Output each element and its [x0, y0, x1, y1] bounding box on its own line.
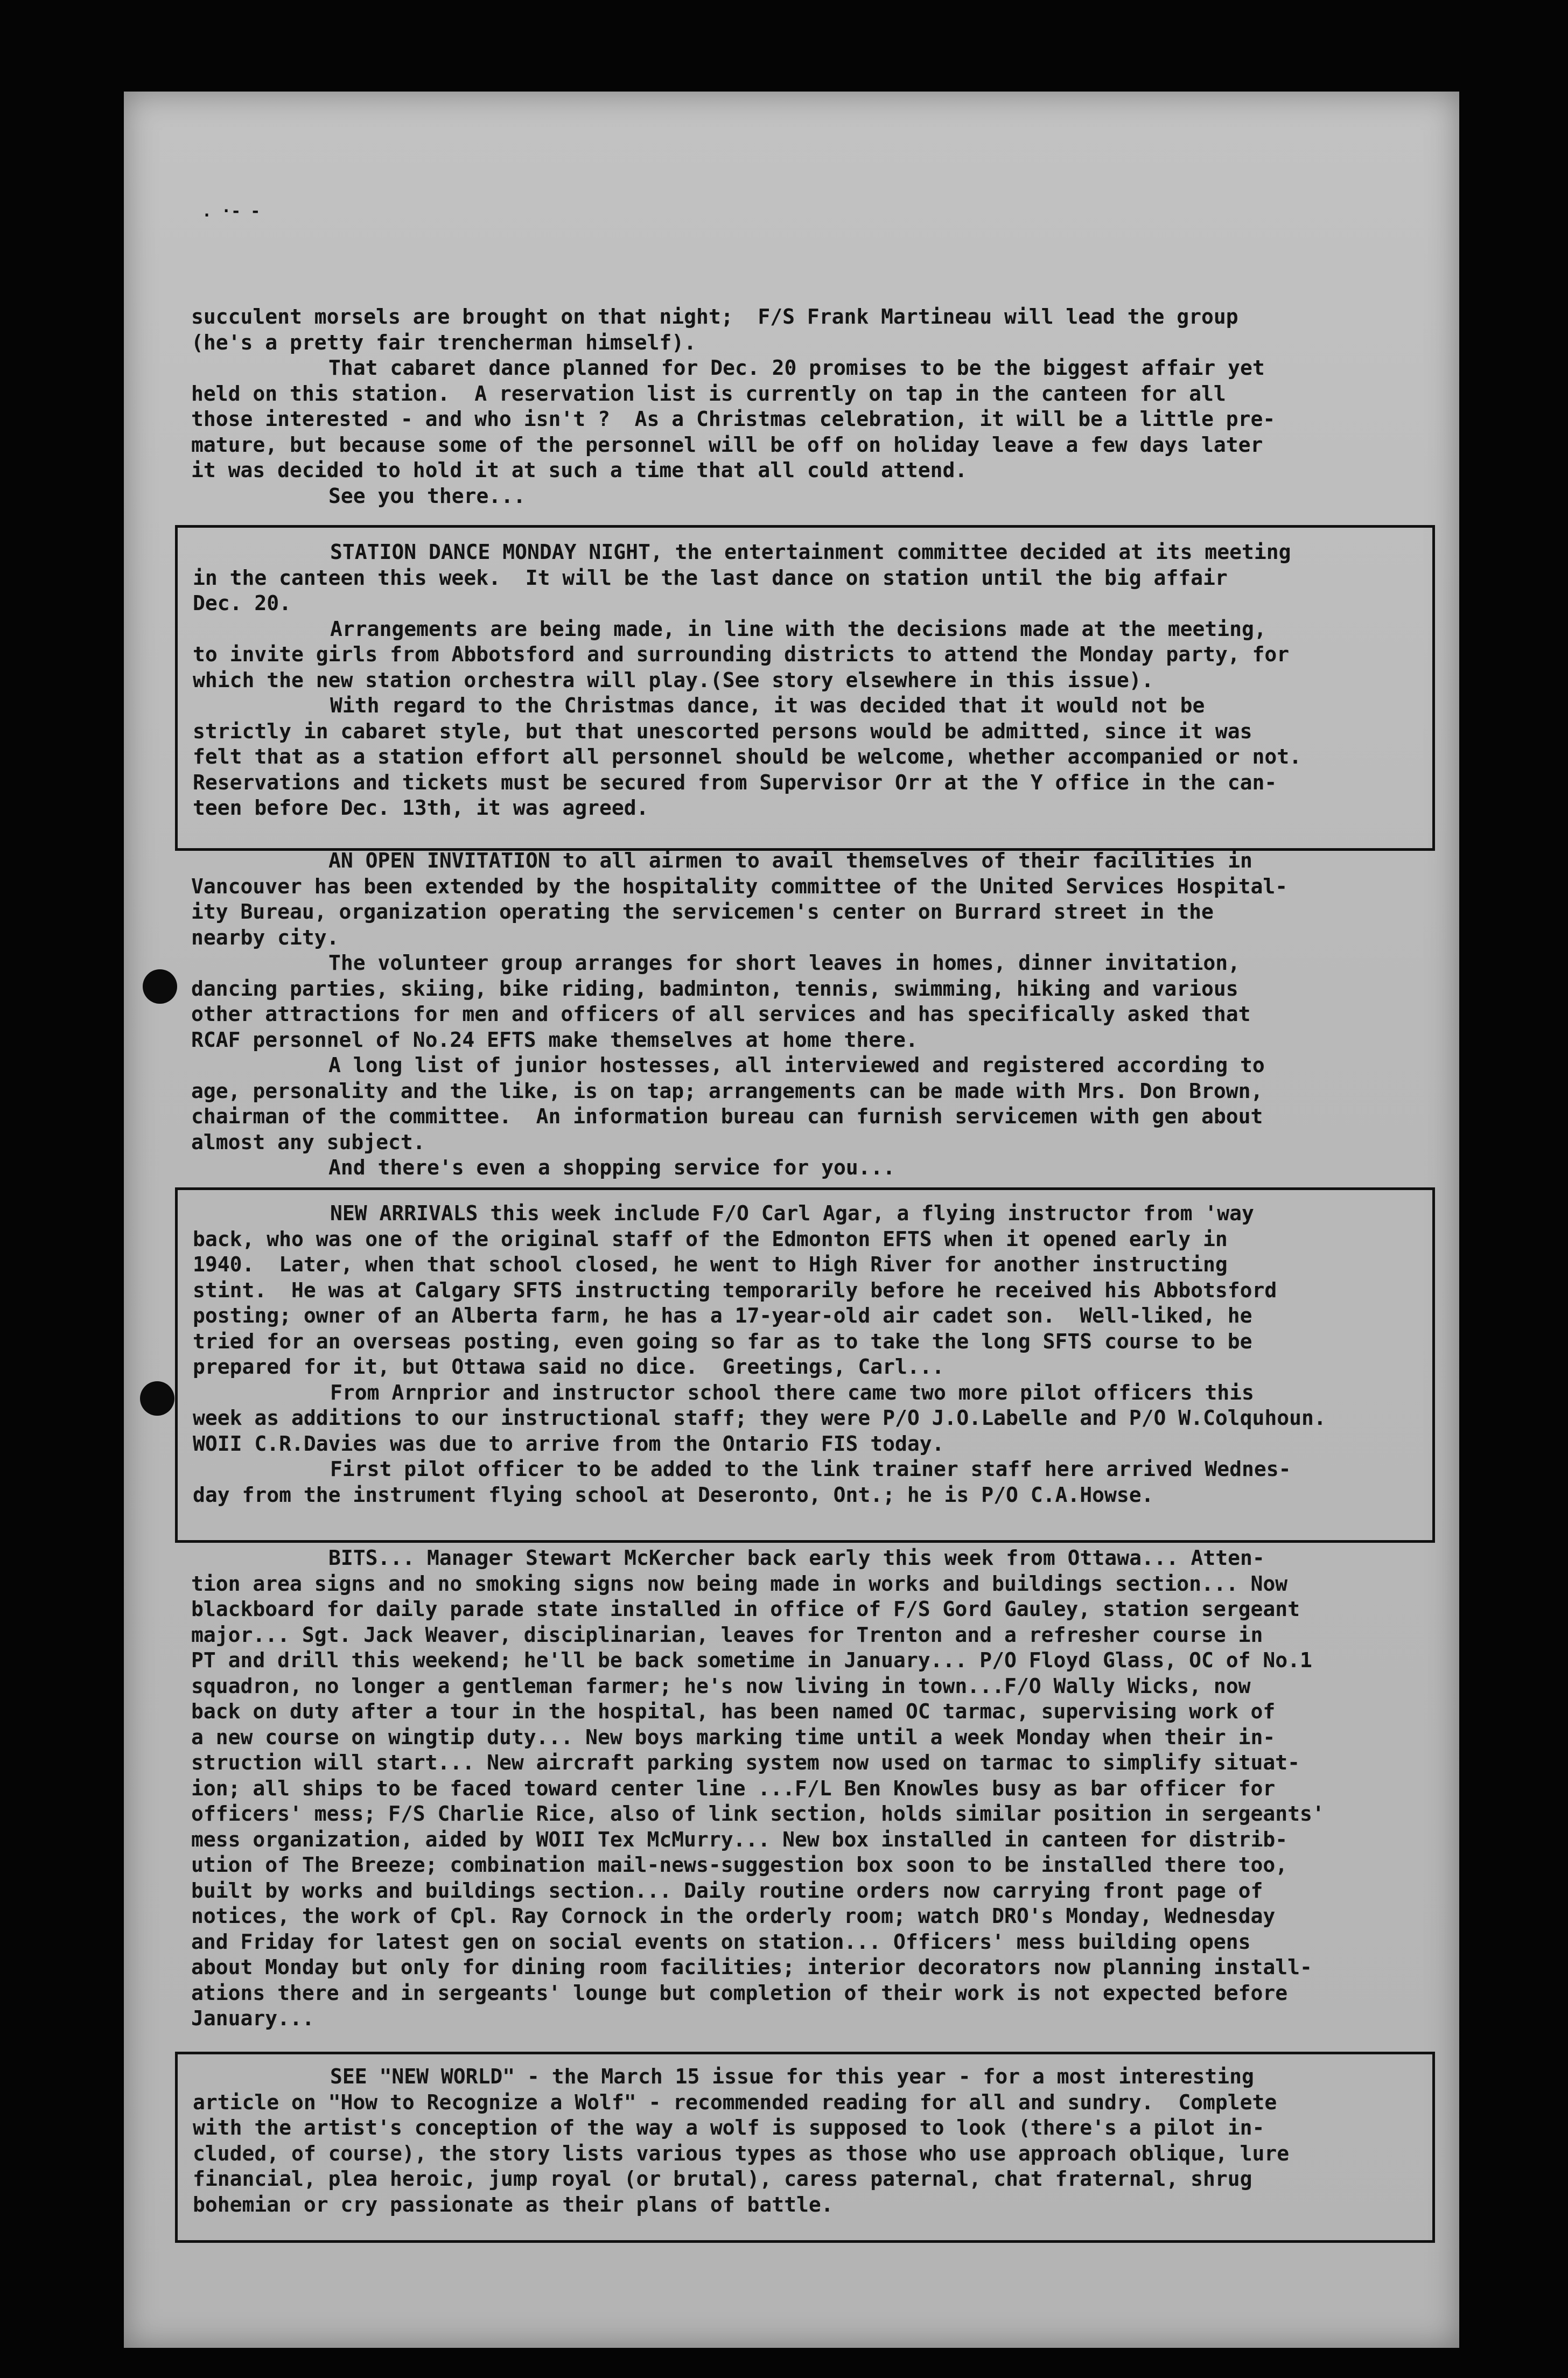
text-line: BITS... Manager Stewart McKercher back early this week from Ottawa... Atten- — [328, 1546, 1265, 1570]
text-line: chairman of the committee. An information bureau can furnish servicemen with gen about — [191, 1104, 1263, 1128]
intro-paragraph — [191, 304, 1446, 509]
text-line: STATION DANCE MONDAY NIGHT, the entertainment committee decided at its meeting — [330, 540, 1291, 564]
text-line: about Monday but only for dining room facilities; interior decorators now planning install- — [191, 1955, 1312, 1979]
text-line: major... Sgt. Jack Weaver, disciplinarian, leaves for Trenton and a refresher course in — [191, 1622, 1263, 1647]
text-line: teen before Dec. 13th, it was agreed. — [193, 796, 649, 820]
text-line: Arrangements are being made, in line with the decisions made at the meeting, — [330, 617, 1266, 641]
text-line: RCAF personnel of No.24 EFTS make themselves at home there. — [191, 1027, 918, 1052]
text-line: those interested - and who isn't ? As a Christmas celebration, it will be a little pre- — [191, 407, 1276, 431]
text-line: squadron, no longer a gentleman farmer; he's now living in town...F/O Wally Wicks, now — [191, 1674, 1251, 1698]
text-line: tion area signs and no smoking signs now being made in works and buildings section... Now — [191, 1571, 1288, 1596]
text-line: mature, but because some of the personnel will be off on holiday leave a few days later — [191, 432, 1263, 457]
text-line: Dec. 20. — [193, 591, 292, 615]
document-page — [124, 92, 1459, 2348]
new-world-text — [193, 2064, 1410, 2218]
text-line: bohemian or cry passionate as their plans of battle. — [193, 2192, 834, 2216]
text-line: tried for an overseas posting, even going so far as to take the long SFTS course to be — [193, 1329, 1252, 1353]
text-line: mess organization, aided by WOII Tex McMurry... New box installed in canteen for distrib- — [191, 1827, 1288, 1851]
text-line: felt that as a station effort all personnel should be welcome, whether accompanied or not. — [193, 745, 1302, 768]
punch-hole-bottom — [140, 1381, 174, 1416]
text-line: blackboard for daily parade state installed in office of F/S Gord Gauley, station sergeant — [191, 1597, 1300, 1621]
text-line: January... — [191, 2006, 314, 2030]
invitation-paragraph — [191, 848, 1446, 1181]
station-dance-text — [193, 540, 1410, 821]
text-line: financial, plea heroic, jump royal (or brutal), caress paternal, chat fraternal, shrug — [193, 2167, 1252, 2191]
text-line: PT and drill this weekend; he'll be back sometime in January... P/O Floyd Glass, OC of No.1 — [191, 1648, 1312, 1672]
text-line: week as additions to our instructional staff; they were P/O J.O.Labelle and P/O W.Colquhoun. — [193, 1406, 1326, 1430]
text-line: strictly in cabaret style, but that unescorted persons would be admitted, since it was — [193, 719, 1252, 743]
new-arrivals-box — [175, 1187, 1435, 1543]
text-line: a new course on wingtip duty... New boys marking time until a week Monday when their in- — [191, 1725, 1276, 1749]
text-line: struction will start... New aircraft parking system now used on tarmac to simplify situat- — [191, 1751, 1300, 1774]
text-line: WOII C.R.Davies was due to arrive from the Ontario FIS today. — [193, 1431, 944, 1456]
text-line: cluded, of course), the story lists various types as those who use approach oblique, lure — [193, 2141, 1290, 2165]
text-line: AN OPEN INVITATION to all airmen to avail themselves of their facilities in — [328, 849, 1252, 872]
text-line: From Arnprior and instructor school there came two more pilot officers this — [330, 1380, 1254, 1404]
station-dance-box — [175, 525, 1435, 851]
text-line: other attractions for men and officers of all services and has specifically asked that — [191, 1002, 1251, 1026]
text-line: age, personality and the like, is on tap; arrangements can be made with Mrs. Don Brown, — [191, 1079, 1263, 1103]
text-line: almost any subject. — [191, 1130, 425, 1154]
text-line: back on duty after a tour in the hospital, has been named OC tarmac, supervising work of — [191, 1699, 1276, 1723]
text-line: with the artist's conception of the way a wolf is supposed to look (there's a pilot in- — [193, 2116, 1265, 2139]
text-line: stint. He was at Calgary SFTS instructing temporarily before he received his Abbotsford — [193, 1278, 1277, 1302]
text-line: nearby city. — [191, 925, 339, 949]
text-line: which the new station orchestra will play.(See story elsewhere in this issue). — [193, 668, 1154, 692]
text-line: A long list of junior hostesses, all interviewed and registered according to — [328, 1053, 1265, 1077]
text-line: dancing parties, skiing, bike riding, badminton, tennis, swimming, hiking and various — [191, 976, 1238, 1001]
text-line: ution of The Breeze; combination mail-news-suggestion box soon to be installed there too, — [191, 1853, 1288, 1877]
text-line: day from the instrument flying school at Deseronto, Ont.; he is P/O C.A.Howse. — [193, 1482, 1154, 1507]
text-line: ity Bureau, organization operating the servicemen's center on Burrard street in the — [191, 900, 1214, 924]
text-line: posting; owner of an Alberta farm, he has a 17-year-old air cadet son. Well-liked, he — [193, 1304, 1252, 1327]
text-line: NEW ARRIVALS this week include F/O Carl Agar, a flying instructor from 'way — [330, 1201, 1254, 1225]
new-arrivals-text — [193, 1201, 1410, 1508]
text-line: held on this station. A reservation list is currently on tap in the canteen for all — [191, 381, 1226, 405]
text-line: to invite girls from Abbotsford and surrounding districts to attend the Monday party, for — [193, 642, 1290, 666]
text-line: in the canteen this week. It will be the last dance on station until the big affair — [193, 565, 1228, 590]
bits-paragraph — [191, 1545, 1446, 2032]
text-line: notices, the work of Cpl. Ray Cornock in the orderly room; watch DRO's Monday, Wednesday — [191, 1904, 1276, 1928]
text-line: succulent morsels are brought on that night; F/S Frank Martineau will lead the group — [191, 305, 1238, 328]
text-line: Reservations and tickets must be secured from Supervisor Orr at the Y office in the can- — [193, 770, 1277, 794]
text-line: ion; all ships to be faced toward center line ...F/L Ben Knowles busy as bar officer for — [191, 1776, 1276, 1800]
text-line: ations there and in sergeants' lounge but completion of their work is not expected before — [191, 1981, 1288, 2005]
header-mark: . ·- - — [202, 202, 261, 221]
text-line: and Friday for latest gen on social events on station... Officers' mess building opens — [191, 1929, 1251, 1954]
text-line: prepared for it, but Ottawa said no dice. Greetings, Carl... — [193, 1355, 944, 1379]
text-line: built by works and buildings section... Daily routine orders now carrying front page of — [191, 1878, 1263, 1903]
punch-hole-top — [143, 969, 177, 1004]
text-line: The volunteer group arranges for short leaves in homes, dinner invitation, — [328, 951, 1240, 975]
text-line: And there's even a shopping service for you... — [328, 1156, 895, 1179]
text-line: Vancouver has been extended by the hospitality committee of the United Services Hospital- — [191, 874, 1288, 898]
text-line: With regard to the Christmas dance, it was decided that it would not be — [330, 694, 1205, 717]
text-line: officers' mess; F/S Charlie Rice, also of link section, holds similar position in sergeants' — [191, 1802, 1325, 1826]
new-world-box — [175, 2052, 1435, 2243]
text-line: 1940. Later, when that school closed, he went to High River for another instructing — [193, 1253, 1228, 1276]
text-line: article on "How to Recognize a Wolf" - recommended reading for all and sundry. Complete — [193, 2090, 1277, 2114]
text-line: See you there... — [328, 484, 526, 508]
text-line: First pilot officer to be added to the link trainer staff here arrived Wednes- — [330, 1457, 1291, 1481]
text-line: back, who was one of the original staff of the Edmonton EFTS when it opened early in — [193, 1227, 1228, 1251]
text-line: SEE "NEW WORLD" - the March 15 issue for this year - for a most interesting — [330, 2065, 1254, 2088]
text-line: That cabaret dance planned for Dec. 20 promises to be the biggest affair yet — [328, 356, 1265, 380]
text-line: it was decided to hold it at such a time that all could attend. — [191, 458, 968, 482]
text-line: (he's a pretty fair trencherman himself). — [191, 330, 696, 354]
